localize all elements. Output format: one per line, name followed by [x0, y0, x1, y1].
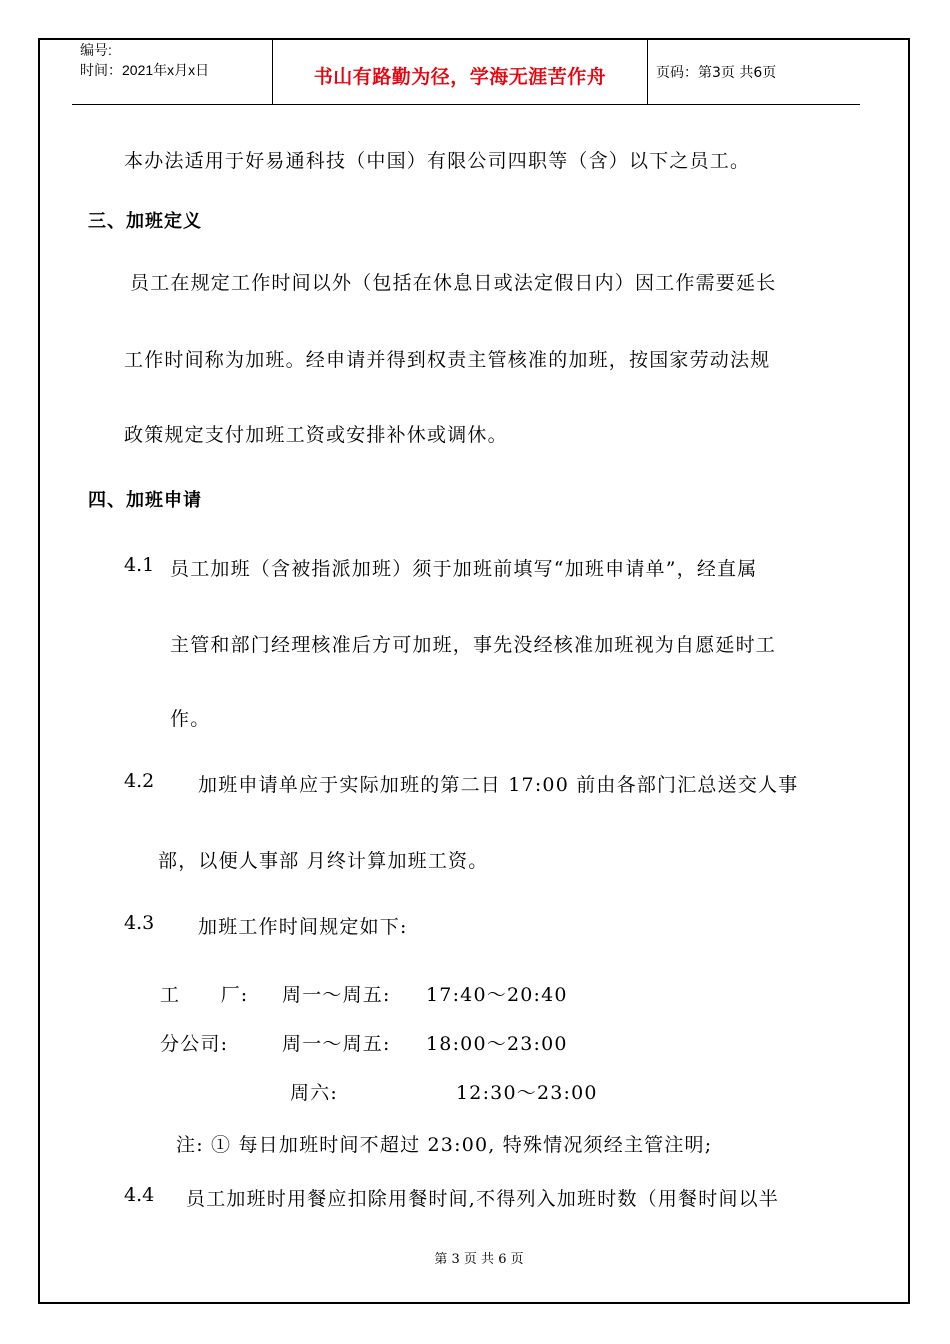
- schedule-row-1-place: 工 厂:: [160, 984, 249, 1006]
- header-motto: 书山有路勤为径，学海无涯苦作舟: [313, 66, 607, 88]
- note-line: 注: ① 每日加班时间不超过 23:00, 特殊情况须经主管注明;: [176, 1134, 713, 1156]
- item-4-4-text: 员工加班时用餐应扣除用餐时间,不得列入加班时数（用餐时间以半: [186, 1188, 780, 1210]
- item-4-3-text: 加班工作时间规定如下:: [198, 916, 408, 938]
- header-motto-cell: [272, 40, 648, 105]
- schedule-row-1-time: 17:40～20:40: [426, 984, 568, 1006]
- schedule-row-3-time: 12:30～23:00: [456, 1082, 598, 1104]
- item-4-2-line-2: 部，以便人事部 月终计算加班工资。: [158, 850, 489, 872]
- document-time-label: 时间：2021年x月x日: [80, 62, 210, 78]
- section-3-line-1: 员工在规定工作时间以外（包括在休息日或法定假日内）因工作需要延长: [130, 272, 777, 294]
- section-4-heading: 四、加班申请: [88, 490, 202, 511]
- footer-page-number: 第 3 页 共 6 页: [434, 1252, 524, 1267]
- item-4-1-line-2: 主管和部门经理核准后方可加班，事先没经核准加班视为自愿延时工: [170, 634, 777, 656]
- schedule-row-3-days: 周六:: [290, 1082, 339, 1104]
- schedule-row-2-days: 周一～周五:: [282, 1033, 391, 1055]
- document-number-label: 编号:: [80, 42, 112, 58]
- item-4-1-line-1: 员工加班（含被指派加班）须于加班前填写“加班申请单”，经直属: [170, 558, 758, 580]
- header-page-cell: [646, 40, 860, 105]
- item-4-3-number: 4.3: [124, 912, 155, 934]
- item-4-1-number: 4.1: [124, 554, 155, 576]
- header-left-cell: [72, 40, 272, 105]
- item-4-2-line-1: 加班申请单应于实际加班的第二日 17:00 前由各部门汇总送交人事: [198, 774, 799, 796]
- section-3-heading: 三、加班定义: [88, 211, 202, 232]
- schedule-row-1-days: 周一～周五:: [282, 984, 391, 1006]
- item-4-2-number: 4.2: [124, 770, 155, 792]
- section-3-line-2: 工作时间称为加班。经申请并得到权责主管核准的加班，按国家劳动法规: [124, 349, 771, 371]
- header-page-info: 页码：第3页 共6页: [656, 65, 777, 81]
- page-footer: [0, 1248, 950, 1267]
- section-3-line-3: 政策规定支付加班工资或安排补休或调休。: [124, 424, 508, 446]
- item-4-1-line-3: 作。: [170, 708, 211, 730]
- schedule-row-2-place: 分公司:: [160, 1033, 229, 1055]
- schedule-row-2-time: 18:00～23:00: [426, 1033, 568, 1055]
- item-4-4-number: 4.4: [124, 1184, 155, 1206]
- scope-paragraph: 本办法适用于好易通科技（中国）有限公司四职等（含）以下之员工。: [124, 150, 751, 172]
